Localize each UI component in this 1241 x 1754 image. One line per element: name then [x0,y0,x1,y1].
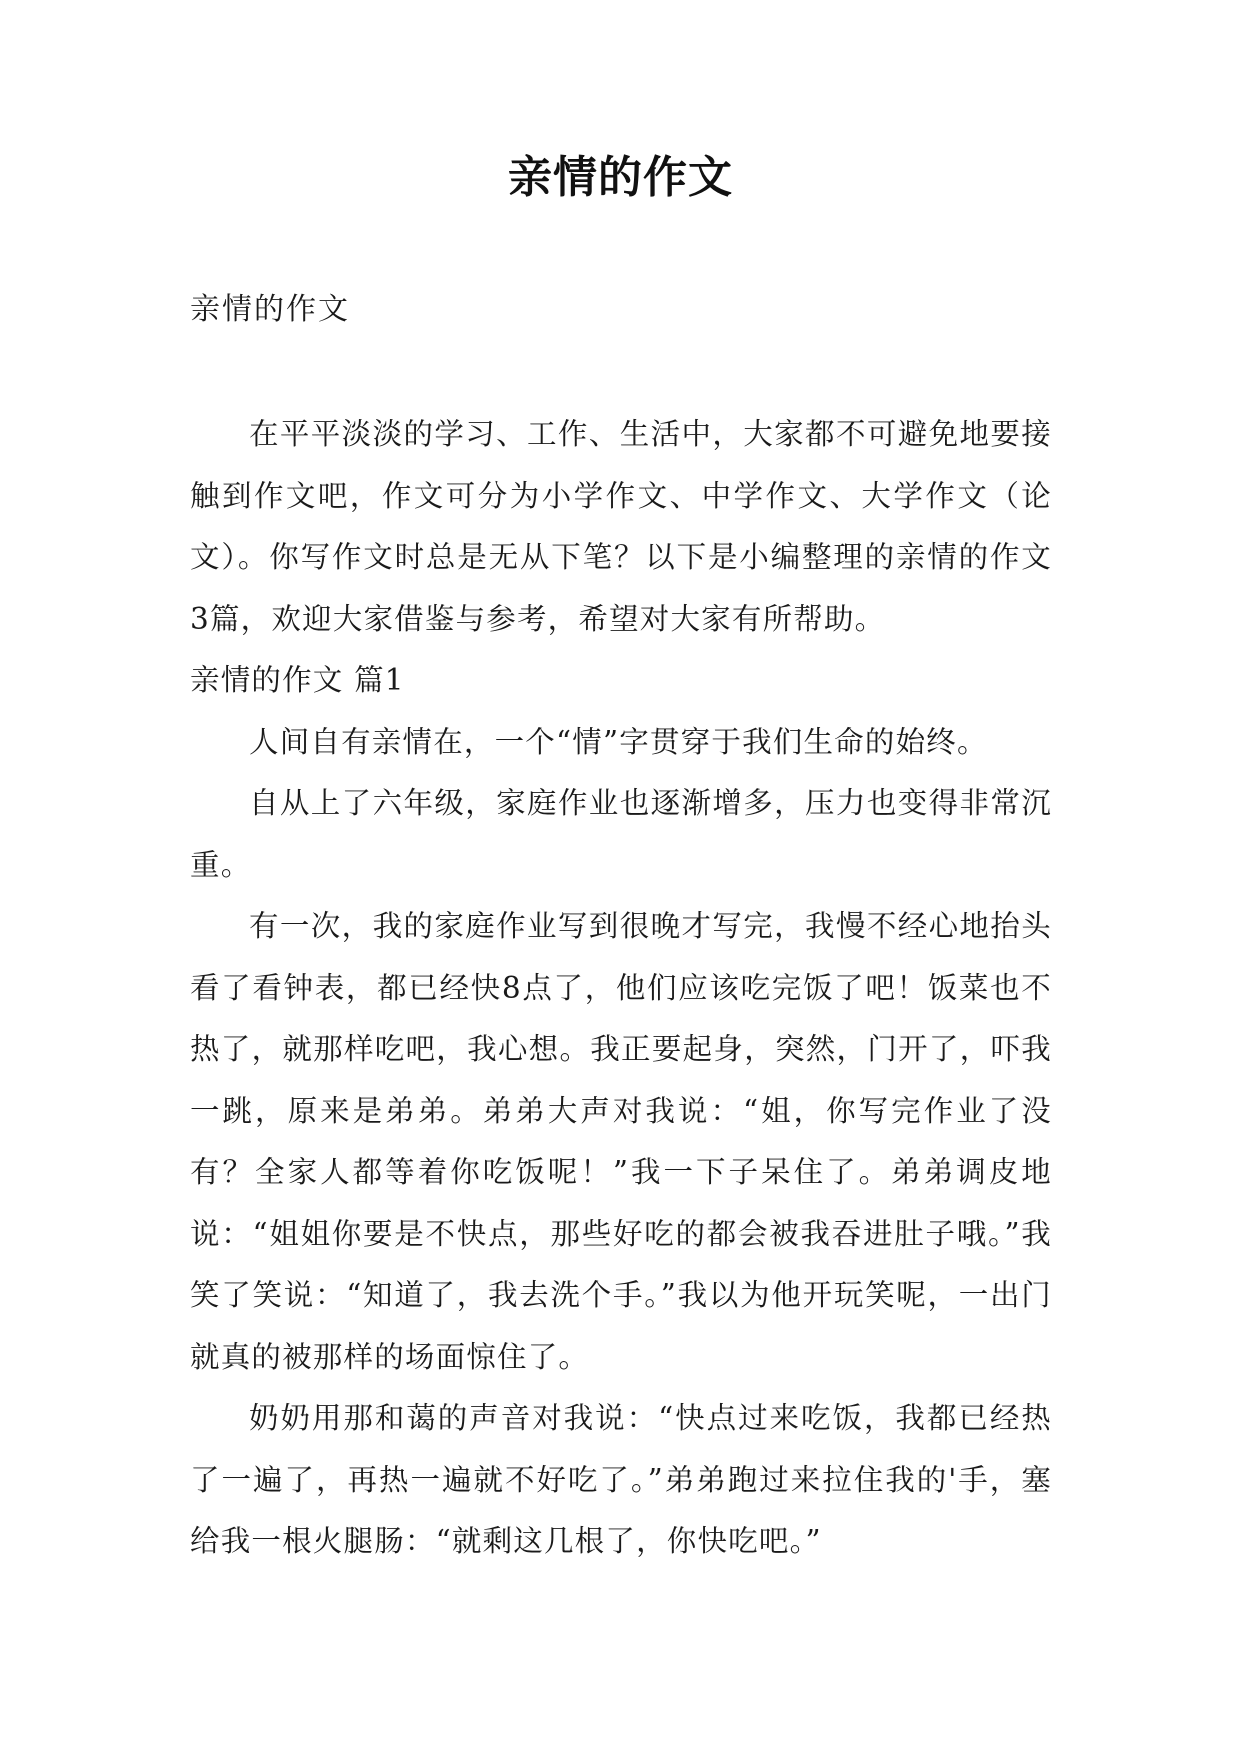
body-paragraph: 有一次，我的家庭作业写到很晚才写完，我慢不经心地抬头看了看钟表，都已经快8点了，他们应该吃完饭了吧！饭菜也不热了，就那样吃吧，我心想。我正要起身，突然，门开了，吓我一跳，原来是弟弟。弟弟大声对我说：“姐，你写完作业了没有？全家人都等着你吃饭呢！”我一下子呆住了。弟弟调皮地说：“姐姐你要是不快点，那些好吃的都会被我吞进肚子哦。”我笑了笑说：“知道了，我去洗个手。”我以为他开玩笑呢，一出门就真的被那样的场面惊住了。 [190,909,1052,1374]
body-paragraph: 奶奶用那和蔼的声音对我说：“快点过来吃饭，我都已经热了一遍了，再热一遍就不好吃了。”弟弟跑过来拉住我的'手，塞给我一根火腿肠：“就剩这几根了，你快吃吧。” [190,1401,1052,1558]
document-subtitle: 亲情的作文 [190,292,350,327]
page-title: 亲情的作文 [508,152,733,203]
document-body [190,404,1052,1573]
section-heading: 亲情的作文 篇1 [190,663,405,697]
body-paragraph: 人间自有亲情在，一个“情”字贯穿于我们生命的始终。 [249,724,988,759]
body-paragraph: 自从上了六年级，家庭作业也逐渐增多，压力也变得非常沉重。 [190,786,1052,882]
intro-paragraph: 在平平淡淡的学习、工作、生活中，大家都不可避免地要接触到作文吧，作文可分为小学作文、中学作文、大学作文（论文）。你写作文时总是无从下笔？以下是小编整理的亲情的作文3篇，欢迎大家借鉴与参考，希望对大家有所帮助。 [190,417,1052,636]
